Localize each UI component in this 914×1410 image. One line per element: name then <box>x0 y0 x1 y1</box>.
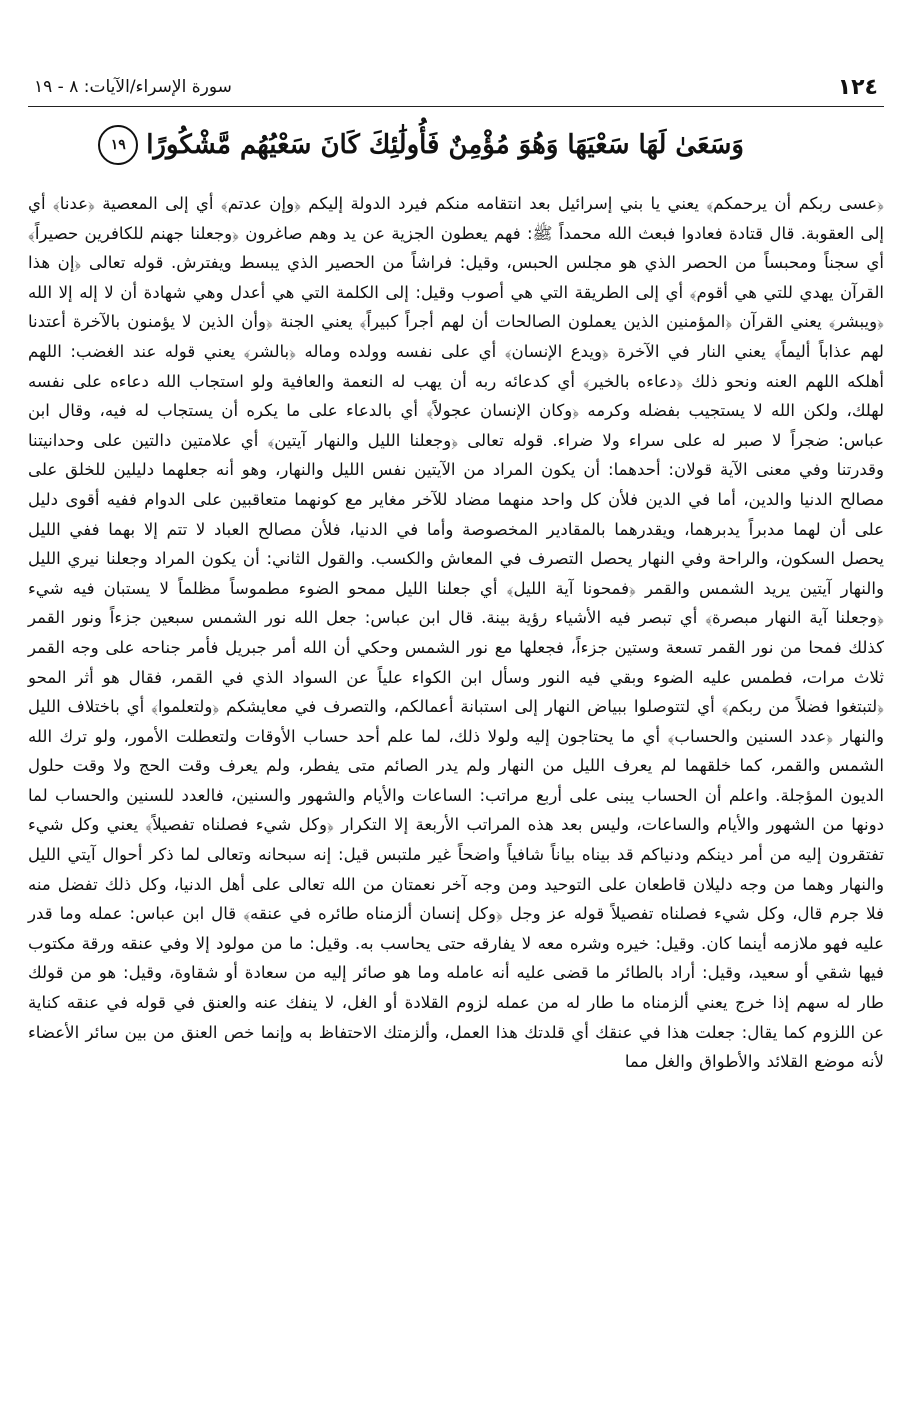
book-page <box>28 70 884 1077</box>
page-header <box>28 70 884 107</box>
page-number: ١٢٤ <box>837 74 878 100</box>
quran-verse <box>28 119 884 171</box>
verse-number-marker: ١٩ <box>98 125 138 165</box>
verse-text: وَسَعَىٰ لَهَا سَعْيَهَا وَهُوَ مُؤْمِنٌ فَأُولَٰئِكَ كَانَ سَعْيُهُم مَّشْكُورًا <box>146 130 744 160</box>
commentary-paragraph: ﴿عسى ربكم أن يرحمكم﴾ يعني يا بني إسرائيل بعد انتقامه منكم فيرد الدولة إليكم ﴿وإن عدتم﴾ أي إلى المعصية ﴿عدنا﴾ أي إلى العقوبة. قال قتادة فعادوا فبعث الله محمداً ﷺ: فهم يعطون الجزية عن يد وهم صاغرون ﴿وجعلنا جهنم للكافرين حصيراً﴾ أي سجناً ومحبساً من الحصر الذي هو مجلس الحبس، وقيل: فراشاً من الحصير الذي يبسط ويفترش. قوله تعالى ﴿إن هذا القرآن يهدي للتي هي أقوم﴾ أي إلى الطريقة التي هي أصوب وقيل: إلى الكلمة التي هي أعدل وهي شهادة أن لا إله إلا الله ﴿ويبشر﴾ يعني القرآن ﴿المؤمنين الذين يعملون الصالحات أن لهم أجراً كبيراً﴾ يعني الجنة ﴿وأن الذين لا يؤمنون بالآخرة أعتدنا لهم عذاباً أليماً﴾ يعني النار في الآخرة ﴿ويدع الإنسان﴾ أي على نفسه وولده وماله ﴿بالشر﴾ يعني قوله عند الغضب: اللهم أهلكه اللهم العنه ونحو ذلك ﴿دعاءه بالخير﴾ أي كدعائه ربه أن يهب له النعمة والعافية ولو استجاب الله دعاءه على نفسه لهلك، ولكن الله لا يستجيب بفضله وكرمه ﴿وكان الإنسان عجولاً﴾ أي بالدعاء على ما يكره أن يستجاب له فيه، وقال ابن عباس: ضجراً لا صبر له على سراء ولا ضراء. قوله تعالى ﴿وجعلنا الليل والنهار آيتين﴾ أي علامتين دالتين على وحدانيتنا وقدرتنا وفي معنى الآية قولان: أحدهما: أن يكون المراد من الآيتين نفس الليل والنهار، وهو أنه جعلهما دليلين للخلق على مصالح الدنيا والدين، أما في الدين فلأن كل واحد منهما مضاد للآخر مغاير مع كونهما متعاقبين على الدوام ففيه أقوى دليل على أن لهما مدبراً يدبرهما، ويقدرهما بالمقادير المخصوصة وأما في الدنيا، فلأن مصالح العباد لا تتم إلا بهما ففي الليل يحصل السكون، والراحة وفي النهار يحصل التصرف في المعاش والكسب. والقول الثاني: أن يكون المراد وجعلنا نيري الليل والنهار آيتين يريد الشمس والقمر ﴿فمحونا آية الليل﴾ أي جعلنا الليل ممحو الضوء مطموساً مظلماً لا يستبان فيه شيء ﴿وجعلنا آية النهار مبصرة﴾ أي تبصر فيه الأشياء رؤية بينة. قال ابن عباس: جعل الله نور الشمس سبعين جزءاً ونور القمر كذلك فمحا من نور القمر تسعة وستين جزءاً، فجعلها مع نور الشمس وحكي أن الله أمر جبريل فأمر جناحه على وجه القمر ثلاث مرات، فطمس عليه الضوء وبقي فيه النور وسأل ابن الكواء علياً عن السواد الذي في القمر، فقال هو أثر المحو ﴿لتبتغوا فضلاً من ربكم﴾ أي لتتوصلوا ببياض النهار إلى استبانة أعمالكم، والتصرف في معايشكم ﴿ولتعلموا﴾ أي باختلاف الليل والنهار ﴿عدد السنين والحساب﴾ أي ما يحتاجون إليه ولولا ذلك، لما علم أحد حساب الأوقات ولتعطلت الأمور، ولو ترك الله الشمس والقمر، كما خلقهما لم يعرف الليل من النهار ولم يدر الصائم متى يفطر، ولم يعرف وقت الحج ولا وقت حلول الديون المؤجلة. واعلم أن الحساب يبنى على أربع مراتب: الساعات والأيام والشهور والسنين، فالعدد للسنين والحساب لما دونها من الشهور والأيام والساعات، وليس بعد هذه المراتب الأربعة إلا التكرار ﴿وكل شيء فصلناه تفصيلاً﴾ يعني وكل شيء تفتقرون إليه من أمر دينكم ودنياكم قد بيناه بياناً شافياً واضحاً غير ملتبس قيل: إنه سبحانه وتعالى لما ذكر أحوال آيتي الليل والنهار وهما من وجه دليلان قاطعان على التوحيد ومن وجه آخر نعمتان من الله تعالى على أهل الدنيا، وكل ذلك تفضل منه فلا جرم قال، وكل شيء فصلناه تفصيلاً قوله عز وجل ﴿وكل إنسان ألزمناه طائره في عنقه﴾ قال ابن عباس: عمله وما قدر عليه فهو ملازمه أينما كان. وقيل: خيره وشره معه لا يفارقه حتى يحاسب به. وقيل: ما من مولود إلا وفي عنقه ورقة مكتوب فيها شقي أو سعيد، وقيل: أراد بالطائر ما قضى عليه أنه عامله وما هو صائر إليه من سعادة أو شقاوة، وقيل: هو من قولك طار له سهم إذا خرج يعني ألزمناه ما طار له من عمله لزوم القلادة أو الغل، لا ينفك عنه والعنق في قوله في عنقه كناية عن اللزوم كما يقال: جعلت هذا في عنقك أي قلدتك هذا العمل، وألزمتك الاحتفاظ به وإنما خص العنق من بين سائر الأعضاء لأنه موضع القلائد والأطواق والغل مما <box>28 194 884 1072</box>
commentary-text <box>28 189 884 1077</box>
running-title: سورة الإسراء/الآيات: ٨ - ١٩ <box>34 77 232 97</box>
